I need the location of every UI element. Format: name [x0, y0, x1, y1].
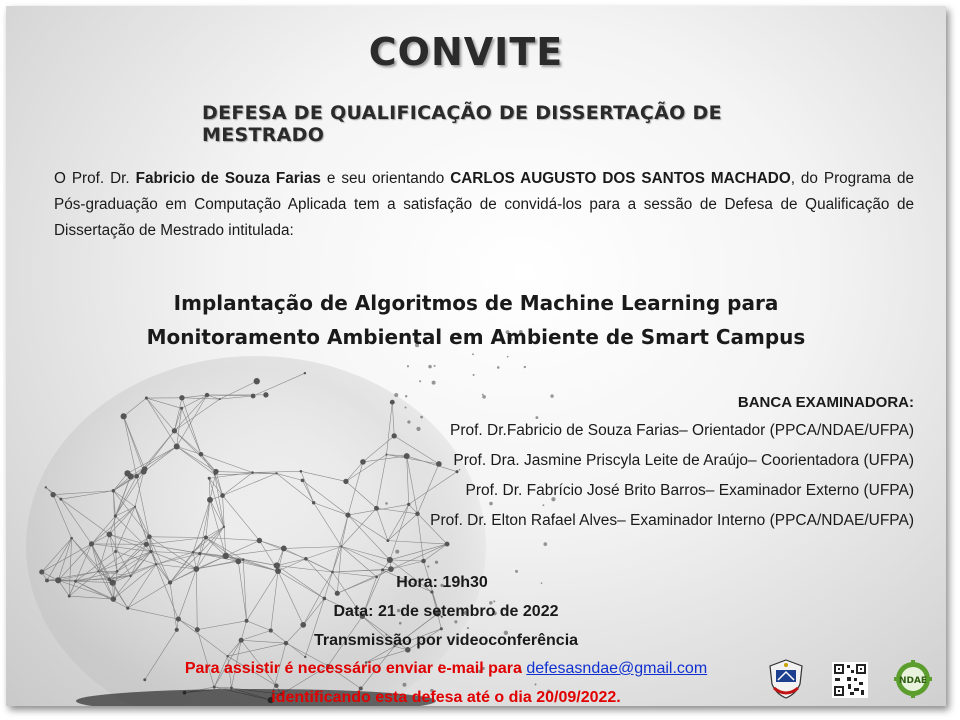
email-link[interactable]: defesasndae@gmail.com [526, 660, 708, 677]
event-mode: Transmissão por videoconferência [313, 632, 579, 649]
examining-board [354, 390, 914, 536]
board-member: Prof. Dra. Jasmine Priscyla Leite de Araújo– Coorientadora (UFPA) [453, 452, 914, 469]
intro-text-1: O Prof. Dr. [54, 170, 136, 187]
invitation-card [6, 6, 946, 706]
event-date: Data: 21 de setembro de 2022 [333, 603, 559, 620]
intro-text-3: , do Programa de Pós-graduação em Computação Aplicada tem a satisfação de convidá-los para a sessão de Defesa de Qualificação de Dissertação de Mestrado intitulada: [54, 170, 915, 239]
notice-line-2: identificando esta defesa até o dia 20/09/2022. [271, 689, 621, 706]
qr-code-icon [832, 662, 868, 698]
notice-line-1 [66, 654, 826, 683]
ndae-logo-icon [894, 660, 932, 698]
board-member: Prof. Dr.Fabricio de Souza Farias– Orientador (PPCA/NDAE/UFPA) [449, 422, 914, 439]
board-member: Prof. Dr. Elton Rafael Alves– Examinador Interno (PPCA/NDAE/UFPA) [430, 512, 914, 529]
examining-board-heading: BANCA EXAMINADORA: [737, 394, 914, 411]
university-crest-icon [766, 658, 806, 700]
thesis-title-line-1: Implantação de Algoritmos de Machine Learning para [173, 291, 779, 315]
attendance-notice [66, 654, 826, 706]
logo-strip [766, 658, 936, 700]
thesis-title [6, 286, 946, 354]
event-details [226, 568, 666, 655]
board-member: Prof. Dr. Fabrício José Brito Barros– Examinador Externo (UFPA) [465, 482, 914, 499]
ndae-logo-text: NDAE [898, 676, 928, 686]
thesis-title-line-2: Monitoramento Ambiental em Ambiente de Smart Campus [146, 325, 806, 349]
intro-text-2: e seu orientando [320, 170, 451, 187]
invitation-title: CONVITE [368, 30, 564, 74]
invitation-subtitle: DEFESA DE QUALIFICAÇÃO DE DISSERTAÇÃO DE MESTRADO [202, 102, 722, 146]
advisor-name: Fabricio de Souza Farias [135, 170, 321, 187]
student-name: CARLOS AUGUSTO DOS SANTOS MACHADO [450, 170, 791, 187]
event-time: Hora: 19h30 [396, 574, 488, 591]
intro-paragraph [54, 166, 914, 244]
notice-text: Para assistir é necessário enviar e-mail para [184, 660, 527, 677]
